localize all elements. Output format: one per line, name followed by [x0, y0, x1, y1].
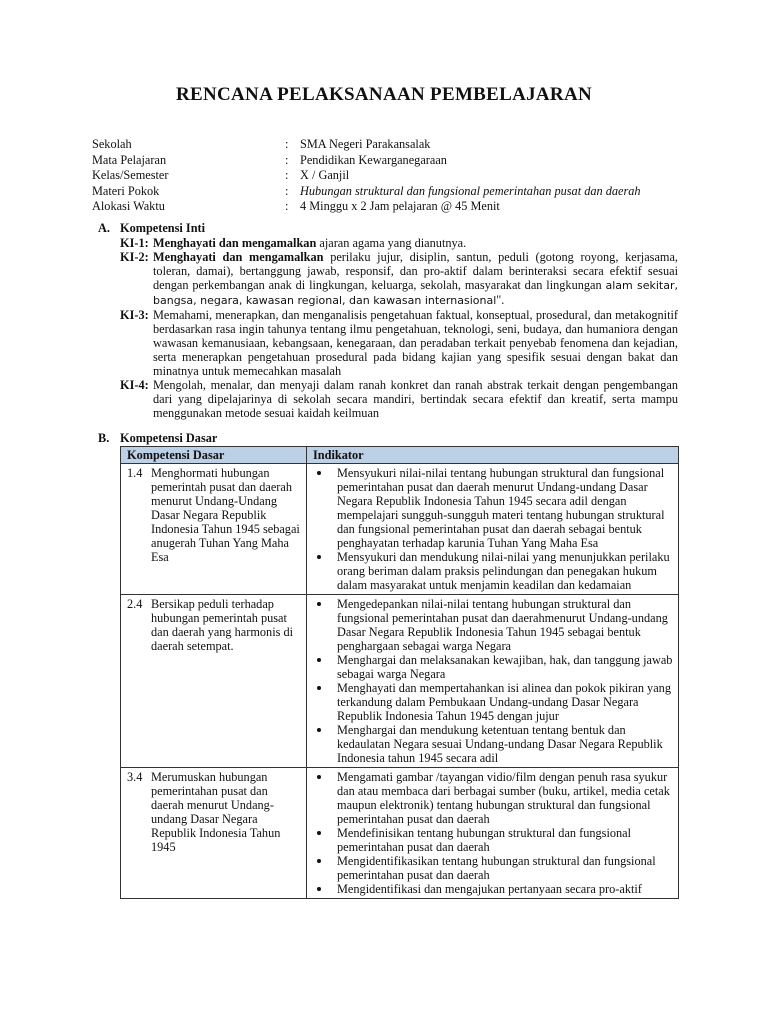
info-separator: : [285, 168, 289, 182]
section-title: Kompetensi Dasar [120, 431, 218, 445]
table-row [121, 768, 679, 899]
ki-text: Memahami, menerapkan, dan menganalisis pengetahuan faktual, konseptual, prosedural, dan metakognitif berdasarkan rasa ingin tahunya tentang ilmu pengetahuan, teknologi, seni, budaya, dan humaniora dengan wawasan kemanusiaan, kebangsaan, kenegaraan, dan peradaban terkait penyebab fenomena dan kejadian, serta menerapkan pengetahuan prosedural pada bidang kajian yang spesifik sesuai dengan bakat dan minatnya untuk memecahkan masalah [153, 308, 678, 378]
indicator-item: Mendefinisikan tentang hubungan struktural dan fungsional pemerintahan pusat dan daerah [313, 826, 674, 854]
info-row-alokasi-waktu [92, 199, 692, 215]
column-header-indikator: Indikator [307, 447, 679, 464]
ki-tail: ". [496, 293, 505, 307]
identity-block [92, 137, 692, 215]
kd-cell [121, 464, 307, 595]
kompetensi-dasar-table [120, 446, 679, 899]
info-value: 4 Minggu x 2 Jam pelajaran @ 45 Menit [300, 199, 500, 213]
ki-code: KI-3: [120, 308, 149, 322]
indicator-item: Mensyukuri nilai-nilai tentang hubungan struktural dan fungsional pemerintahan pusat dan daerah menurut Undang-undang Dasar Negara Republik Indonesia Tahun 1945 secara adil dengan mempelajari sungguh-sungguh materi tentang hubungan struktural dan fungsional pemerintahan pusat dan daerah sebagai bentuk penghayatan terhadap karunia Tuhan Yang Maha Esa [313, 466, 674, 550]
info-label: Mata Pelajaran [92, 152, 167, 167]
ki-code: KI-4: [120, 378, 149, 392]
section-heading [92, 221, 678, 236]
indicator-item: Mengedepankan nilai-nilai tentang hubungan struktural dan fungsional pemerintahan pusat dan daerahmenurut Undang-undang Dasar Negara Republik Indonesia Tahun 1945 sebagai bentuk penghargaan sebagai warga Negara [313, 597, 674, 653]
section-heading [92, 431, 682, 446]
indicator-item: Mensyukuri dan mendukung nilai-nilai yang menunjukkan perilaku orang beriman dalam praksis pelindungan dan penegakan hukum dalam masyarakat untuk menjamin keadilan dan kedamaian [313, 550, 674, 592]
table-row [121, 595, 679, 768]
indicator-list [313, 466, 674, 592]
document-title: RENCANA PELAKSANAAN PEMBELAJARAN [175, 84, 592, 105]
info-separator: : [285, 199, 289, 213]
kd-cell [121, 595, 307, 768]
info-separator: : [285, 137, 289, 151]
indicator-cell [307, 464, 679, 595]
ki-item-3 [120, 308, 678, 378]
section-letter: A. [98, 221, 110, 235]
ki-code: KI-2: [120, 250, 149, 264]
ki-item-4 [120, 378, 678, 420]
info-row-kelas-semester [92, 168, 692, 184]
section-title: Kompetensi Inti [120, 221, 206, 235]
info-row-sekolah [92, 137, 692, 153]
indicator-item: Menghargai dan melaksanakan kewajiban, hak, dan tanggung jawab sebagai warga Negara [313, 653, 674, 681]
kd-cell [121, 768, 307, 899]
section-kompetensi-inti [92, 221, 678, 420]
kd-number: 2.4 [127, 597, 143, 611]
kd-text: Bersikap peduli terhadap hubungan pemerintah pusat dan daerah yang harmonis di daerah setempat. [151, 597, 294, 653]
info-value: Pendidikan Kewarganegaraan [300, 152, 447, 167]
table-row [121, 464, 679, 595]
ki-item-2 [120, 250, 678, 308]
indicator-item: Mengamati gambar /tayangan vidio/film dengan penuh rasa syukur dan atau membaca dari berbagai sumber (buku, artikel, media cetak maupun elektronik) tentang hubungan struktural dan fungsional pemerintahan pusat dan daerah [313, 770, 674, 826]
info-value: Hubungan struktural dan fungsional pemerintahan pusat dan daerah [300, 183, 641, 198]
info-value: SMA Negeri Parakansalak [300, 137, 431, 151]
kd-text: Menghormati hubungan pemerintah pusat dan daerah menurut Undang-Undang Dasar Negara Republik Indonesia Tahun 1945 sebagai anugerah Tuhan Yang Maha Esa [151, 466, 300, 564]
indicator-item: Mengidentifikasikan tentang hubungan struktural dan fungsional pemerintahan pusat dan daerah [313, 854, 674, 882]
info-label: Kelas/Semester [92, 168, 169, 182]
info-separator: : [285, 183, 289, 198]
indicator-list [313, 770, 674, 896]
info-row-materi-pokok [92, 184, 692, 200]
ki-text: ajaran agama yang dianutnya. [316, 236, 467, 250]
info-row-mata-pelajaran [92, 153, 692, 169]
ki-item-1 [120, 236, 678, 250]
ki-bold-text: Menghayati dan mengamalkan [153, 250, 324, 264]
section-kompetensi-dasar [92, 431, 682, 446]
kd-number: 1.4 [127, 466, 143, 480]
ki-code: KI-1: [120, 236, 149, 250]
table-header-row [121, 447, 679, 464]
indicator-item: Menghargai dan mendukung ketentuan tentang bentuk dan kedaulatan Negara sesuai Undang-undang Dasar Negara Republik Indonesia tahun 1945 secara adil [313, 723, 674, 765]
ki-sans-text: alam sekitar, bangsa, negara, kawasan regional, dan kawasan internasional [153, 279, 678, 307]
kd-number: 3.4 [127, 770, 143, 784]
section-letter: B. [98, 431, 110, 445]
info-label: Materi Pokok [92, 183, 160, 198]
indicator-list [313, 597, 674, 765]
ki-text: perilaku jujur, disiplin, santun, peduli (gotong royong, kerjasama, toleran, damai), bertanggung jawab, responsif, dan pro-aktif dalam berinteraksi secara efektif sesuai dengan perkembangan anak di lingkungan, keluarga, sekolah, masyarakat dan lingkungan [153, 250, 678, 292]
indicator-cell [307, 768, 679, 899]
info-value: X / Ganjil [300, 168, 350, 182]
info-label: Alokasi Waktu [92, 199, 165, 213]
ki-text: Mengolah, menalar, dan menyaji dalam ranah konkret dan ranah abstrak terkait dengan pengembangan dari yang dipelajarinya di sekolah secara mandiri, bertindak secara efektif dan kreatif, serta mampu menggunakan metode sesuai kaidah keilmuan [153, 378, 678, 420]
info-label: Sekolah [92, 137, 132, 151]
column-header-kompetensi-dasar: Kompetensi Dasar [121, 447, 307, 464]
indicator-item: Mengidentifikasi dan mengajukan pertanyaan secara pro-aktif [313, 882, 674, 896]
ki-bold-text: Menghayati dan mengamalkan [153, 236, 317, 250]
info-separator: : [285, 152, 289, 167]
indicator-cell [307, 595, 679, 768]
kd-text: Merumuskan hubungan pemerintahan pusat dan daerah menurut Undang-undang Dasar Negara Republik Indonesia Tahun 1945 [151, 770, 281, 854]
indicator-item: Menghayati dan mempertahankan isi alinea dan pokok pikiran yang terkandung dalam Pembukaan Undang-undang Dasar Negara Republik Indonesia Tahun 1945 dengan jujur [313, 681, 674, 723]
